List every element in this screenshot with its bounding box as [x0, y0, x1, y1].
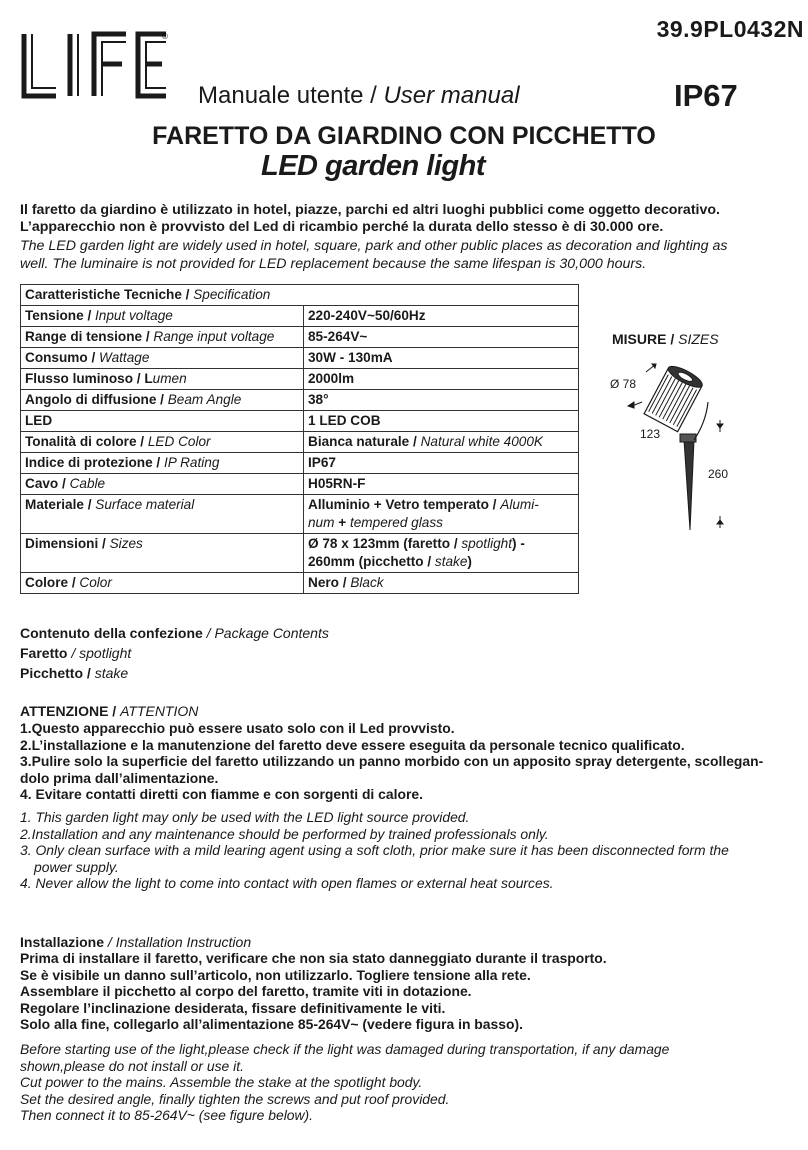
attention-title-it: ATTENZIONE /: [20, 703, 117, 719]
spec-value: H05RN-F: [304, 474, 579, 495]
attention-title: [20, 702, 198, 721]
list-item: Cut power to the mains. Assemble the stake at the spotlight body.: [20, 1074, 423, 1090]
manual-title: [198, 82, 520, 110]
spec-row: [21, 348, 579, 369]
spec-row: [21, 369, 579, 390]
list-item: 3.Pulire solo la superficie del faretto utilizzando un panno morbido con un apposito spray detergente, scollegan-: [20, 753, 764, 769]
spec-value-en: Black: [350, 575, 384, 590]
spec-label: Dimensioni /: [25, 536, 106, 551]
attention-it-list: [20, 720, 795, 803]
spec-value: ) -: [512, 536, 525, 551]
spec-value-en: stake: [434, 554, 468, 569]
spec-value: 38°: [304, 390, 579, 411]
spec-label-en: umen: [152, 371, 187, 386]
spec-label: Tonalità di colore /: [25, 434, 145, 449]
install-en-list: [20, 1041, 795, 1124]
package-item: [20, 644, 131, 663]
spec-value-en: num: [308, 515, 335, 530]
install-title-en: / Installation Instruction: [107, 934, 252, 950]
spec-row: [21, 453, 579, 474]
spec-value-en: tempered glass: [349, 515, 443, 530]
spec-row: [21, 327, 579, 348]
package-title: [20, 624, 329, 643]
stake-length-label: 260: [708, 467, 729, 481]
spec-label-en: Range input voltage: [153, 329, 275, 344]
spec-label: Materiale /: [25, 497, 92, 512]
intro-en-line2: well. The luminaire is not provided for LED replacement because the same lifespan is 30,000 hours.: [20, 256, 647, 272]
spec-table: [20, 284, 579, 594]
attention-en-list: [20, 809, 795, 892]
spec-value: Ø 78 x 123mm (faretto /: [308, 536, 458, 551]
spec-label: Consumo /: [25, 350, 96, 365]
sizes-label-it: MISURE /: [612, 331, 675, 347]
spec-row: [21, 474, 579, 495]
spec-label-en: Cable: [69, 476, 106, 491]
spec-value: ): [467, 554, 472, 569]
spec-label-en: Beam Angle: [167, 392, 242, 407]
length-label: 123: [640, 427, 661, 441]
spec-header-en: Specification: [193, 287, 271, 302]
list-item: dolo prima dall’alimentazione.: [20, 769, 219, 786]
spec-label-en: Sizes: [109, 536, 143, 551]
intro-it-line1: Il faretto da giardino è utilizzato in hotel, piazze, parchi ed altri luoghi pubblici come oggetto decorativo.: [20, 202, 720, 218]
attention-title-en: ATTENTION: [120, 703, 199, 719]
spec-label-en: Wattage: [99, 350, 150, 365]
sizes-label: [612, 331, 719, 347]
spec-value: Nero /: [308, 575, 347, 590]
spec-header-it: Caratteristiche Tecniche /: [25, 287, 190, 302]
diameter-label: Ø 78: [610, 377, 637, 391]
spec-label: Flusso luminoso / L: [25, 371, 153, 386]
install-title-it: Installazione: [20, 934, 105, 950]
list-item: 1.Questo apparecchio può essere usato solo con il Led provvisto.: [20, 720, 455, 736]
spec-row: [21, 432, 579, 453]
spec-row: [21, 306, 579, 327]
spec-label: Angolo di diffusione /: [25, 392, 164, 407]
list-item: Before starting use of the light,please check if the light was damaged during transportation, if any damage: [20, 1041, 670, 1057]
spec-value: +: [338, 515, 347, 530]
list-item: 3. Only clean surface with a mild learing agent using a soft cloth, prior make sure it has been disconnected form the: [20, 842, 729, 858]
package-item-en: stake: [94, 665, 129, 681]
spec-label: Tensione /: [25, 308, 92, 323]
spec-row: [21, 390, 579, 411]
spotlight-dimension-diagram: [598, 352, 748, 542]
spec-value: 1 LED COB: [304, 411, 579, 432]
spec-row: [21, 411, 579, 432]
list-item: power supply.: [34, 858, 119, 875]
spec-value: 2000lm: [304, 369, 579, 390]
package-title-en: Package Contents: [214, 625, 329, 641]
list-item: 4. Never allow the light to come into contact with open flames or external heat sources.: [20, 875, 554, 891]
list-item: Regolare l’inclinazione desiderata, fissare definitivamente le viti.: [20, 999, 446, 1016]
spec-value-en: Natural white 4000K: [420, 434, 543, 449]
spec-row: [21, 495, 579, 534]
list-item: Assemblare il picchetto al corpo del faretto, tramite viti in dotazione.: [20, 983, 472, 999]
life-logo: [20, 30, 172, 107]
spec-value: 85-264V~: [304, 327, 579, 348]
spec-value-en: Alumi-: [500, 497, 539, 512]
list-item: 2.Installation and any maintenance should be performed by trained professionals only.: [20, 825, 549, 842]
intro-en-line1: The LED garden light are widely used in hotel, square, park and other public places as decoration and lighting as: [20, 238, 728, 254]
package-item-it: Picchetto /: [20, 665, 91, 681]
spec-label-en: IP Rating: [163, 455, 220, 470]
spec-label-en: Surface material: [95, 497, 195, 512]
package-item-sep: /: [71, 645, 76, 661]
spec-row: [21, 573, 579, 594]
registered-mark: ®: [162, 32, 168, 41]
list-item: Then connect it to 85-264V~ (see figure below).: [20, 1107, 314, 1123]
list-item: 1. This garden light may only be used with the LED light source provided.: [20, 809, 470, 825]
spec-label-en: Input voltage: [95, 308, 173, 323]
sizes-label-en: SIZES: [678, 331, 719, 347]
spec-label: Colore /: [25, 575, 76, 590]
list-item: 4. Evitare contatti diretti con fiamme e con sorgenti di calore.: [20, 786, 423, 802]
spec-label-en: LED Color: [147, 434, 211, 449]
ip-rating-badge: IP67: [674, 78, 738, 113]
manual-title-it: Manuale utente /: [198, 82, 377, 109]
list-item: Solo alla fine, collegarlo all’alimentazione 85-264V~ (vedere figura in basso).: [20, 1016, 523, 1032]
list-item: shown,please do not install or use it.: [20, 1057, 244, 1074]
spec-header-row: [21, 285, 579, 306]
list-item: Prima di installare il faretto, verificare che non sia stato danneggiato durante il trasporto.: [20, 950, 607, 966]
list-item: Se è visibile un danno sull’articolo, non utilizzarlo. Togliere tensione alla rete.: [20, 966, 531, 983]
package-item: [20, 664, 128, 683]
product-title-en: LED garden light: [261, 150, 485, 182]
spec-label-en: Color: [79, 575, 112, 590]
package-item-it: Faretto: [20, 645, 68, 661]
spec-label: Indice di protezione /: [25, 455, 161, 470]
spec-value: Bianca naturale /: [308, 434, 417, 449]
package-title-sep: /: [206, 625, 211, 641]
product-title-it: FARETTO DA GIARDINO CON PICCHETTO: [152, 122, 656, 150]
package-title-it: Contenuto della confezione: [20, 625, 203, 641]
spec-value: 30W - 130mA: [304, 348, 579, 369]
spec-label: Cavo /: [25, 476, 66, 491]
manual-title-en: User manual: [383, 82, 520, 109]
install-it-list: [20, 950, 795, 1033]
product-code: 39.9PL0432N: [656, 16, 804, 42]
spec-label: LED: [25, 413, 53, 428]
spec-label: Range di tensione /: [25, 329, 150, 344]
spec-value-en: spotlight: [461, 536, 513, 551]
spec-value: 260mm (picchetto /: [308, 554, 432, 569]
intro-it-line2: L’apparecchio non è provvisto del Led di ricambio perché la durata dello stesso è di 30.000 ore.: [20, 219, 664, 235]
package-item-en: spotlight: [79, 645, 132, 661]
spec-value: 220-240V~50/60Hz: [304, 306, 579, 327]
list-item: Set the desired angle, finally tighten the screws and put roof provided.: [20, 1090, 450, 1107]
spec-value: IP67: [304, 453, 579, 474]
spec-row: [21, 534, 579, 573]
list-item: 2.L’installazione e la manutenzione del faretto deve essere eseguita da personale tecnico qualificato.: [20, 736, 685, 753]
spec-value: Alluminio + Vetro temperato /: [308, 497, 497, 512]
